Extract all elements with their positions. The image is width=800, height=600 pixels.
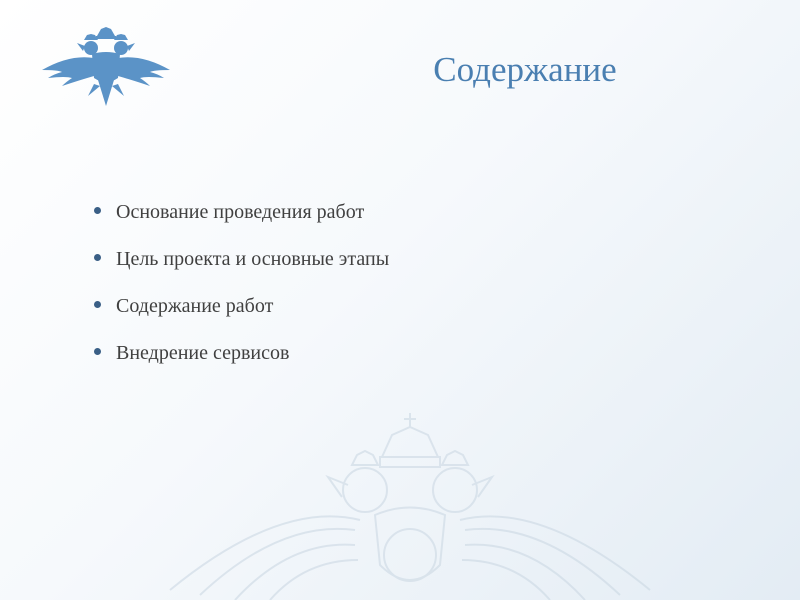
bullet-text: Внедрение сервисов <box>116 342 290 364</box>
bullet-item <box>92 286 389 333</box>
bullet-icon <box>94 301 101 308</box>
bullet-list <box>92 192 389 380</box>
bullet-icon <box>94 254 101 261</box>
slide-title: Содержание <box>433 50 617 89</box>
bullet-text: Цель проекта и основные этапы <box>116 248 390 270</box>
double-headed-eagle-icon <box>40 26 172 108</box>
bullet-item <box>92 192 389 239</box>
double-headed-eagle-watermark-icon <box>160 405 660 600</box>
bullet-icon <box>94 207 101 214</box>
bullet-text: Содержание работ <box>116 295 274 317</box>
bullet-icon <box>94 348 101 355</box>
bullet-item <box>92 333 389 380</box>
bullet-item <box>92 239 389 286</box>
bullet-text: Основание проведения работ <box>116 201 365 223</box>
